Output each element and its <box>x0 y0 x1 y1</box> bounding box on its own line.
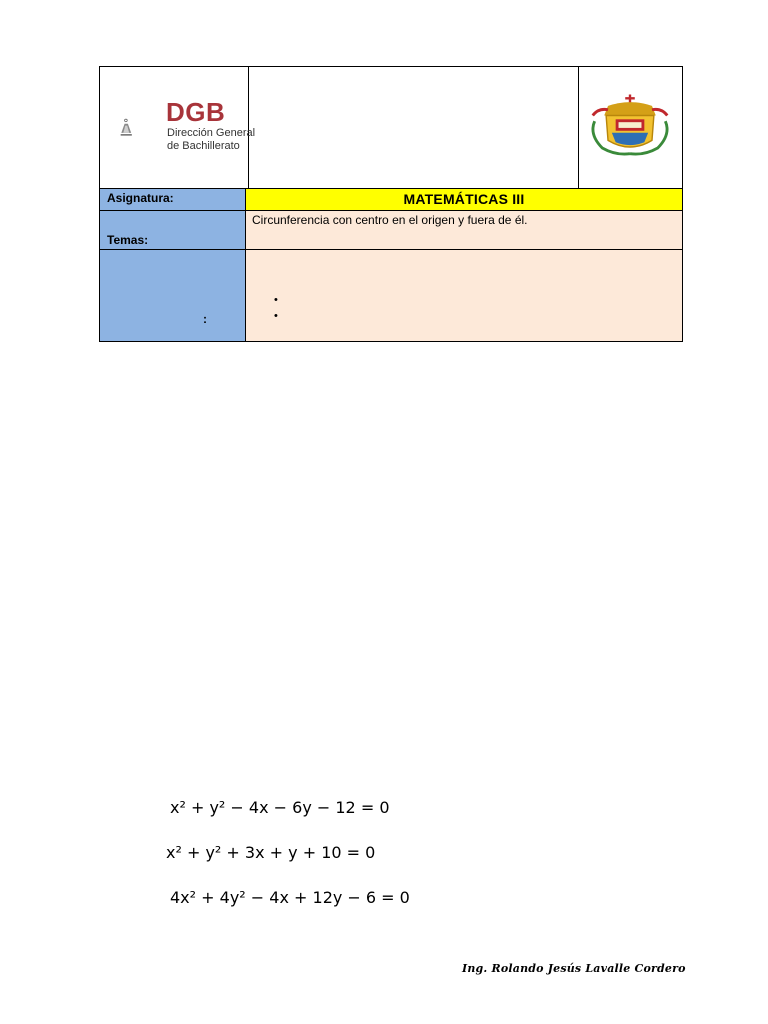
author-signature: Ing. Rolando Jesús Lavalle Cordero <box>462 962 686 975</box>
objectives-value-cell <box>246 250 682 341</box>
subject-label: Asignatura: <box>100 189 246 210</box>
objective-bullet: • <box>274 294 278 306</box>
coat-of-arms-icon <box>587 91 673 161</box>
objectives-label: : <box>203 312 207 326</box>
header-blank-cell <box>249 67 579 188</box>
dgb-brand: DGB <box>166 97 226 127</box>
header-table <box>99 66 683 342</box>
equation-2: x² + y² + 3x + y + 10 = 0 <box>166 843 376 862</box>
seal-cell <box>579 67 682 188</box>
equation-1: x² + y² − 4x − 6y − 12 = 0 <box>170 798 390 817</box>
objectives-label-cell <box>100 250 246 341</box>
dgb-logo-cell <box>100 67 256 188</box>
topics-label: Temas: <box>107 233 149 247</box>
dgb-emblem-icon <box>120 99 166 155</box>
equation-3: 4x² + 4y² − 4x + 12y − 6 = 0 <box>170 888 410 907</box>
dgb-subtitle-line1: Dirección General <box>167 127 256 139</box>
objective-bullet: • <box>274 310 278 322</box>
dgb-subtitle-line2: de Bachillerato <box>167 140 240 152</box>
topics-label-cell <box>100 211 246 249</box>
subject-value: MATEMÁTICAS III <box>246 189 682 210</box>
topics-value: Circunferencia con centro en el origen y fuera de él. <box>246 211 682 249</box>
